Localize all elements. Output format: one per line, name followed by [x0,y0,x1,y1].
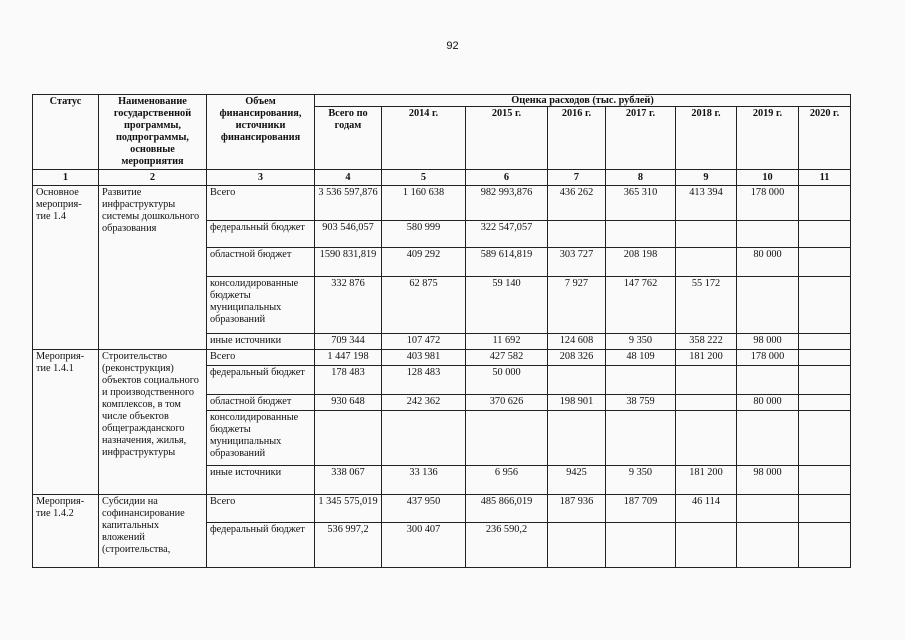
year-value-cell [676,395,737,411]
year-value-cell [606,221,676,248]
status-cell: Мероприя-тие 1.4.2 [33,495,99,568]
year-value-cell: 409 292 [382,248,466,277]
column-number: 1 [33,170,99,186]
year-value-cell [799,277,851,334]
table-row [33,495,851,523]
year-value-cell: 300 407 [382,523,466,568]
year-value-cell [606,411,676,466]
year-value-cell: 242 362 [382,395,466,411]
header-status: Статус [33,95,99,170]
year-value-cell: 98 000 [737,334,799,350]
year-value-cell: 147 762 [606,277,676,334]
year-value-cell: 208 198 [606,248,676,277]
year-value-cell [799,350,851,366]
year-value-cell [676,523,737,568]
total-value-cell: 930 648 [315,395,382,411]
year-value-cell: 370 626 [466,395,548,411]
page-number: 92 [446,40,459,52]
year-value-cell: 187 936 [548,495,606,523]
year-value-cell: 124 608 [548,334,606,350]
year-value-cell [466,411,548,466]
year-value-cell [737,277,799,334]
year-value-cell: 208 326 [548,350,606,366]
year-value-cell [799,248,851,277]
year-value-cell: 413 394 [676,186,737,221]
year-value-cell: 9 350 [606,466,676,495]
status-cell: Мероприя-тие 1.4.1 [33,350,99,495]
year-value-cell [737,523,799,568]
total-value-cell: 338 067 [315,466,382,495]
column-number-row [33,170,851,186]
table-row [33,186,851,221]
year-value-cell [799,366,851,395]
year-value-cell [799,466,851,495]
total-value-cell: 3 536 597,876 [315,186,382,221]
year-value-cell: 427 582 [466,350,548,366]
year-value-cell [548,411,606,466]
year-value-cell [737,366,799,395]
year-value-cell: 55 172 [676,277,737,334]
year-value-cell: 236 590,2 [466,523,548,568]
funding-source-cell: Всего [207,186,315,221]
column-number: 10 [737,170,799,186]
year-value-cell [799,221,851,248]
total-value-cell: 1590 831,819 [315,248,382,277]
year-value-cell: 59 140 [466,277,548,334]
year-value-cell: 358 222 [676,334,737,350]
header-estimate: Оценка расходов (тыс. рублей) [315,95,851,107]
column-number: 4 [315,170,382,186]
year-value-cell: 198 901 [548,395,606,411]
funding-source-cell: иные источники [207,334,315,350]
program-name-cell: Развитие инфраструктуры системы дошкольного образования [99,186,207,350]
year-value-cell [606,523,676,568]
column-number: 2 [99,170,207,186]
year-value-cell: 982 993,876 [466,186,548,221]
year-value-cell: 80 000 [737,248,799,277]
funding-source-cell: Всего [207,350,315,366]
year-value-cell [799,495,851,523]
year-value-cell [737,495,799,523]
year-value-cell: 50 000 [466,366,548,395]
year-value-cell: 9 350 [606,334,676,350]
year-value-cell [548,523,606,568]
funding-source-cell: Всего [207,495,315,523]
year-value-cell [676,248,737,277]
year-value-cell [606,366,676,395]
header-volume: Объем финансирования, источники финансирования [207,95,315,170]
funding-source-cell: федеральный бюджет [207,366,315,395]
year-value-cell: 98 000 [737,466,799,495]
year-value-cell: 181 200 [676,350,737,366]
funding-source-cell: федеральный бюджет [207,523,315,568]
total-value-cell: 536 997,2 [315,523,382,568]
column-number: 6 [466,170,548,186]
year-value-cell: 181 200 [676,466,737,495]
year-value-cell: 437 950 [382,495,466,523]
year-value-cell: 107 472 [382,334,466,350]
funding-source-cell: консолидированные бюджеты муниципальных образований [207,411,315,466]
year-value-cell: 128 483 [382,366,466,395]
year-value-cell: 46 114 [676,495,737,523]
year-value-cell: 436 262 [548,186,606,221]
header-name: Наименование государственной программы, подпрограммы, основные мероприятия [99,95,207,170]
year-value-cell: 48 109 [606,350,676,366]
year-value-cell: 485 866,019 [466,495,548,523]
header-year: 2020 г. [799,107,851,170]
column-number: 5 [382,170,466,186]
year-value-cell [382,411,466,466]
year-value-cell [799,395,851,411]
total-value-cell [315,411,382,466]
header-year: 2019 г. [737,107,799,170]
year-value-cell: 365 310 [606,186,676,221]
year-value-cell: 6 956 [466,466,548,495]
expenditure-table [32,94,851,568]
total-value-cell: 178 483 [315,366,382,395]
year-value-cell: 187 709 [606,495,676,523]
header-year: 2014 г. [382,107,466,170]
year-value-cell: 33 136 [382,466,466,495]
year-value-cell: 62 875 [382,277,466,334]
table-body [33,186,851,568]
year-value-cell: 589 614,819 [466,248,548,277]
total-value-cell: 709 344 [315,334,382,350]
funding-source-cell: консолидированные бюджеты муниципальных образований [207,277,315,334]
column-number: 9 [676,170,737,186]
total-value-cell: 1 447 198 [315,350,382,366]
year-value-cell [737,221,799,248]
column-number: 11 [799,170,851,186]
year-value-cell: 9425 [548,466,606,495]
year-value-cell: 11 692 [466,334,548,350]
funding-source-cell: федеральный бюджет [207,221,315,248]
year-value-cell: 80 000 [737,395,799,411]
year-value-cell: 322 547,057 [466,221,548,248]
total-value-cell: 903 546,057 [315,221,382,248]
year-value-cell: 178 000 [737,186,799,221]
year-value-cell: 38 759 [606,395,676,411]
status-cell: Основное мероприя-тие 1.4 [33,186,99,350]
funding-source-cell: областной бюджет [207,248,315,277]
year-value-cell [676,411,737,466]
year-value-cell: 1 160 638 [382,186,466,221]
year-value-cell [799,186,851,221]
year-value-cell [799,411,851,466]
total-value-cell: 332 876 [315,277,382,334]
column-number: 8 [606,170,676,186]
header-total: Всего по годам [315,107,382,170]
year-value-cell [799,523,851,568]
year-value-cell: 580 999 [382,221,466,248]
program-name-cell: Субсидии на софинансирование капитальных вложений (строительства, [99,495,207,568]
program-name-cell: Строительство (реконструкция) объектов социального и производственного комплексов, в том числе объектов общегражданского назначения, жилья, инфраструктуры [99,350,207,495]
year-value-cell: 7 927 [548,277,606,334]
year-value-cell [676,366,737,395]
funding-source-cell: областной бюджет [207,395,315,411]
total-value-cell: 1 345 575,019 [315,495,382,523]
header-year: 2017 г. [606,107,676,170]
table-row [33,350,851,366]
column-number: 7 [548,170,606,186]
year-value-cell: 403 981 [382,350,466,366]
year-value-cell: 303 727 [548,248,606,277]
header-year: 2016 г. [548,107,606,170]
year-value-cell: 178 000 [737,350,799,366]
header-year: 2018 г. [676,107,737,170]
year-value-cell [737,411,799,466]
year-value-cell [799,334,851,350]
year-value-cell [548,221,606,248]
header-year: 2015 г. [466,107,548,170]
column-number: 3 [207,170,315,186]
year-value-cell [676,221,737,248]
funding-source-cell: иные источники [207,466,315,495]
header-row-1 [33,95,851,107]
year-value-cell [548,366,606,395]
